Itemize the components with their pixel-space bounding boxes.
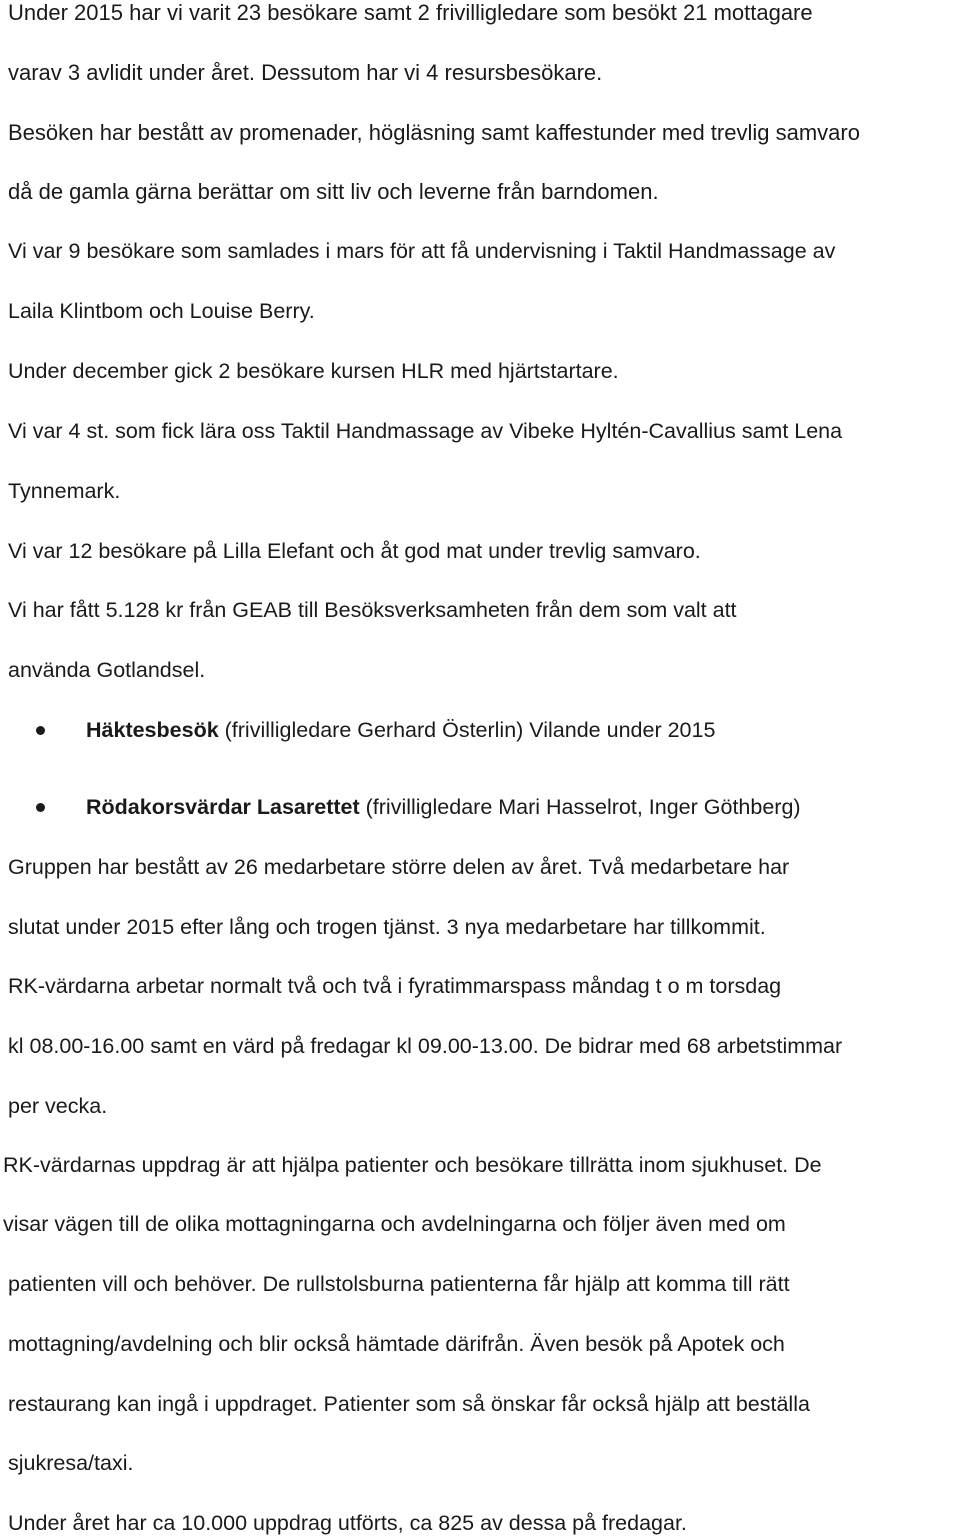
text-line: RK-värdarnas uppdrag är att hjälpa patienter och besökare tillrätta inom sjukhuset. De <box>3 1153 822 1177</box>
text-line: visar vägen till de olika mottagningarna och avdelningarna och följer även med om <box>3 1212 786 1236</box>
text-line: kl 08.00-16.00 samt en värd på fredagar kl 09.00-13.00. De bidrar med 68 arbetstimmar <box>8 1034 843 1058</box>
text-line: använda Gotlandsel. <box>8 658 206 682</box>
text-line: Besöken har bestått av promenader, högläsning samt kaffestunder med trevlig samvaro <box>8 120 860 145</box>
text-line: varav 3 avlidit under året. Dessutom har vi 4 resursbesökare. <box>8 60 603 85</box>
bullet-heading: Rödakorsvärdar Lasarettet <box>86 795 360 819</box>
text-line: Under december gick 2 besökare kursen HLR med hjärtstartare. <box>8 359 619 383</box>
text-line: slutat under 2015 efter lång och trogen tjänst. 3 nya medarbetare har tillkommit. <box>8 915 766 939</box>
text-line: RK-värdarna arbetar normalt två och två i fyratimmarspass måndag t o m torsdag <box>8 974 782 998</box>
text-line: Vi har fått 5.128 kr från GEAB till Besöksverksamheten från dem som valt att <box>8 598 737 622</box>
text-line: då de gamla gärna berättar om sitt liv och leverne från barndomen. <box>8 179 659 204</box>
bullet-icon <box>36 726 45 735</box>
bullet-icon <box>36 803 45 812</box>
text-line: Gruppen har bestått av 26 medarbetare större delen av året. Två medarbetare har <box>8 855 790 879</box>
text-line: mottagning/avdelning och blir också hämtade därifrån. Även besök på Apotek och <box>8 1332 785 1356</box>
text-line: Laila Klintbom och Louise Berry. <box>8 299 315 323</box>
text-line: Vi var 4 st. som fick lära oss Taktil Handmassage av Vibeke Hyltén-Cavallius samt Lena <box>8 419 843 443</box>
bullet-detail: (frivilligledare Gerhard Österlin) Vilande under 2015 <box>218 718 716 742</box>
text-line: Vi var 9 besökare som samlades i mars för att få undervisning i Taktil Handmassage av <box>8 239 836 263</box>
text-line: restaurang kan ingå i uppdraget. Patienter som så önskar får också hjälp att beställa <box>8 1392 810 1416</box>
text-line: Vi var 12 besökare på Lilla Elefant och åt god mat under trevlig samvaro. <box>8 539 701 563</box>
text-line: Under året har ca 10.000 uppdrag utförts, ca 825 av dessa på fredagar. <box>8 1511 687 1535</box>
bullet-detail: (frivilligledare Mari Hasselrot, Inger Göthberg) <box>359 795 801 819</box>
text-line: Tynnemark. <box>8 479 121 503</box>
text-line: per vecka. <box>8 1094 108 1118</box>
text-line: sjukresa/taxi. <box>8 1451 134 1475</box>
text-line: patienten vill och behöver. De rullstolsburna patienterna får hjälp att komma till rätt <box>8 1272 790 1296</box>
text-line: Under 2015 har vi varit 23 besökare samt 2 frivilligledare som besökt 21 mottagare <box>8 0 813 25</box>
bullet-heading: Häktesbesök <box>86 718 219 742</box>
